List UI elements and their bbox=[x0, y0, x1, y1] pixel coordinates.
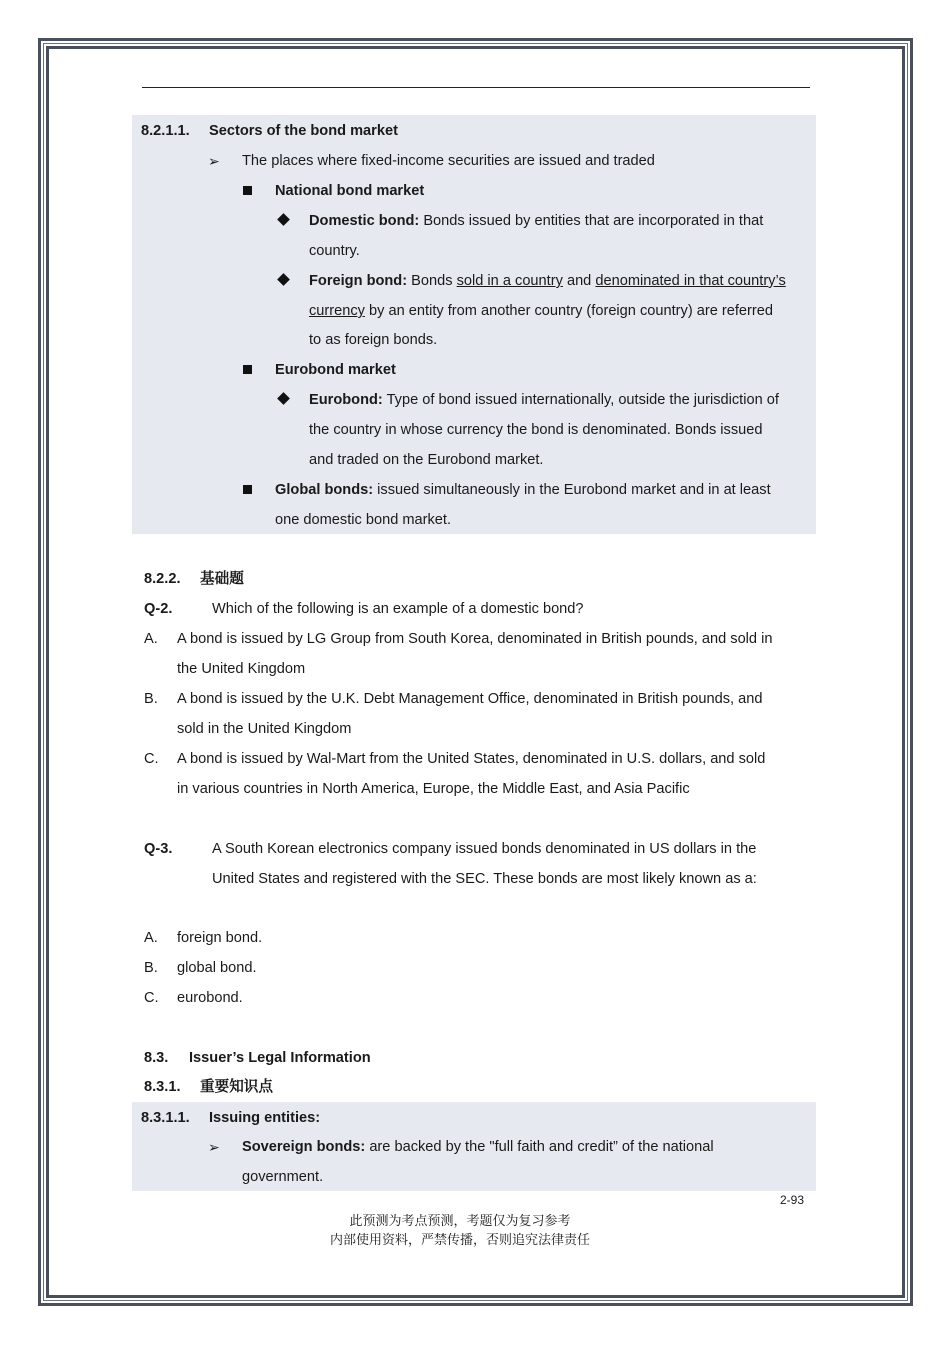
foreign-bond-line-2: currency by an entity from another country (foreign country) are referred bbox=[309, 303, 773, 319]
option-text: A bond is issued by Wal-Mart from the United States, denominated in U.S. dollars, and sold bbox=[177, 751, 766, 767]
option-letter: C. bbox=[144, 751, 159, 767]
option-text: foreign bond. bbox=[177, 930, 263, 946]
section-number: 8.2.1.1. bbox=[141, 123, 190, 139]
question-text: A South Korean electronics company issued bonds denominated in US dollars in the bbox=[212, 841, 757, 857]
global-bonds-line-1: Global bonds: issued simultaneously in the Eurobond market and in at least bbox=[275, 482, 771, 498]
foreign-bond-line-3: to as foreign bonds. bbox=[309, 332, 438, 348]
option-text: global bond. bbox=[177, 960, 257, 976]
square-bullet-icon bbox=[243, 186, 252, 195]
option-text: the United Kingdom bbox=[177, 661, 306, 677]
section-title: Issuer’s Legal Information bbox=[189, 1050, 371, 1066]
option-letter: A. bbox=[144, 631, 158, 647]
eurobond-line-2: the country in whose currency the bond is denominated. Bonds issued bbox=[309, 422, 763, 438]
section-8-2-1-1-box bbox=[132, 115, 816, 534]
section-title: Issuing entities: bbox=[209, 1110, 321, 1126]
question-text: United States and registered with the SEC. These bonds are most likely known as a: bbox=[212, 871, 757, 887]
footer-line-1: 此预测为考点预测，考题仅为复习参考 bbox=[349, 1214, 571, 1229]
option-letter: C. bbox=[144, 990, 159, 1006]
global-bonds-line-2: one domestic bond market. bbox=[275, 512, 452, 528]
domestic-bond-line-1: Domestic bond: Bonds issued by entities that are incorporated in that bbox=[309, 213, 764, 229]
question-label: Q-2. bbox=[144, 601, 173, 617]
footer-line-2: 内部使用资料，严禁传播，否则追究法律责任 bbox=[329, 1233, 590, 1248]
option-letter: A. bbox=[144, 930, 158, 946]
option-letter: B. bbox=[144, 960, 158, 976]
section-title: 基础题 bbox=[200, 570, 244, 587]
foreign-bond-line-1: Foreign bond: Bonds sold in a country and denominated in that country’s bbox=[309, 273, 786, 289]
sovereign-bonds-line-2: government. bbox=[242, 1169, 324, 1185]
question-label: Q-3. bbox=[144, 841, 173, 857]
option-text: in various countries in North America, Europe, the Middle East, and Asia Pacific bbox=[177, 781, 690, 797]
page-number: 2-93 bbox=[780, 1193, 805, 1207]
section-title: Sectors of the bond market bbox=[209, 123, 398, 139]
arrow-bullet-icon: ➢ bbox=[208, 1139, 220, 1155]
eurobond-line-1: Eurobond: Type of bond issued internationally, outside the jurisdiction of bbox=[309, 392, 779, 408]
section-number: 8.3.1.1. bbox=[141, 1110, 190, 1126]
option-text: sold in the United Kingdom bbox=[177, 721, 352, 737]
question-text: Which of the following is an example of a domestic bond? bbox=[212, 601, 584, 617]
option-text: eurobond. bbox=[177, 990, 243, 1006]
section-number: 8.2.2. bbox=[144, 571, 181, 587]
option-text: A bond is issued by the U.K. Debt Management Office, denominated in British pounds, and bbox=[177, 691, 763, 707]
eurobond-market-heading: Eurobond market bbox=[275, 362, 396, 378]
sovereign-bonds-line-1: Sovereign bonds: are backed by the "full faith and credit” of the national bbox=[242, 1139, 714, 1155]
square-bullet-icon bbox=[243, 365, 252, 374]
section-number: 8.3.1. bbox=[144, 1079, 181, 1095]
domestic-bond-line-2: country. bbox=[309, 243, 360, 259]
intro-text: The places where fixed-income securities are issued and traded bbox=[242, 153, 655, 169]
section-title: 重要知识点 bbox=[200, 1078, 273, 1095]
header-rule bbox=[142, 87, 810, 88]
option-letter: B. bbox=[144, 691, 158, 707]
eurobond-line-3: and traded on the Eurobond market. bbox=[309, 452, 544, 468]
arrow-bullet-icon: ➢ bbox=[208, 153, 220, 169]
option-text: A bond is issued by LG Group from South Korea, denominated in British pounds, and sold in bbox=[177, 631, 773, 647]
square-bullet-icon bbox=[243, 485, 252, 494]
national-bond-market-heading: National bond market bbox=[275, 183, 425, 199]
section-number: 8.3. bbox=[144, 1050, 169, 1066]
